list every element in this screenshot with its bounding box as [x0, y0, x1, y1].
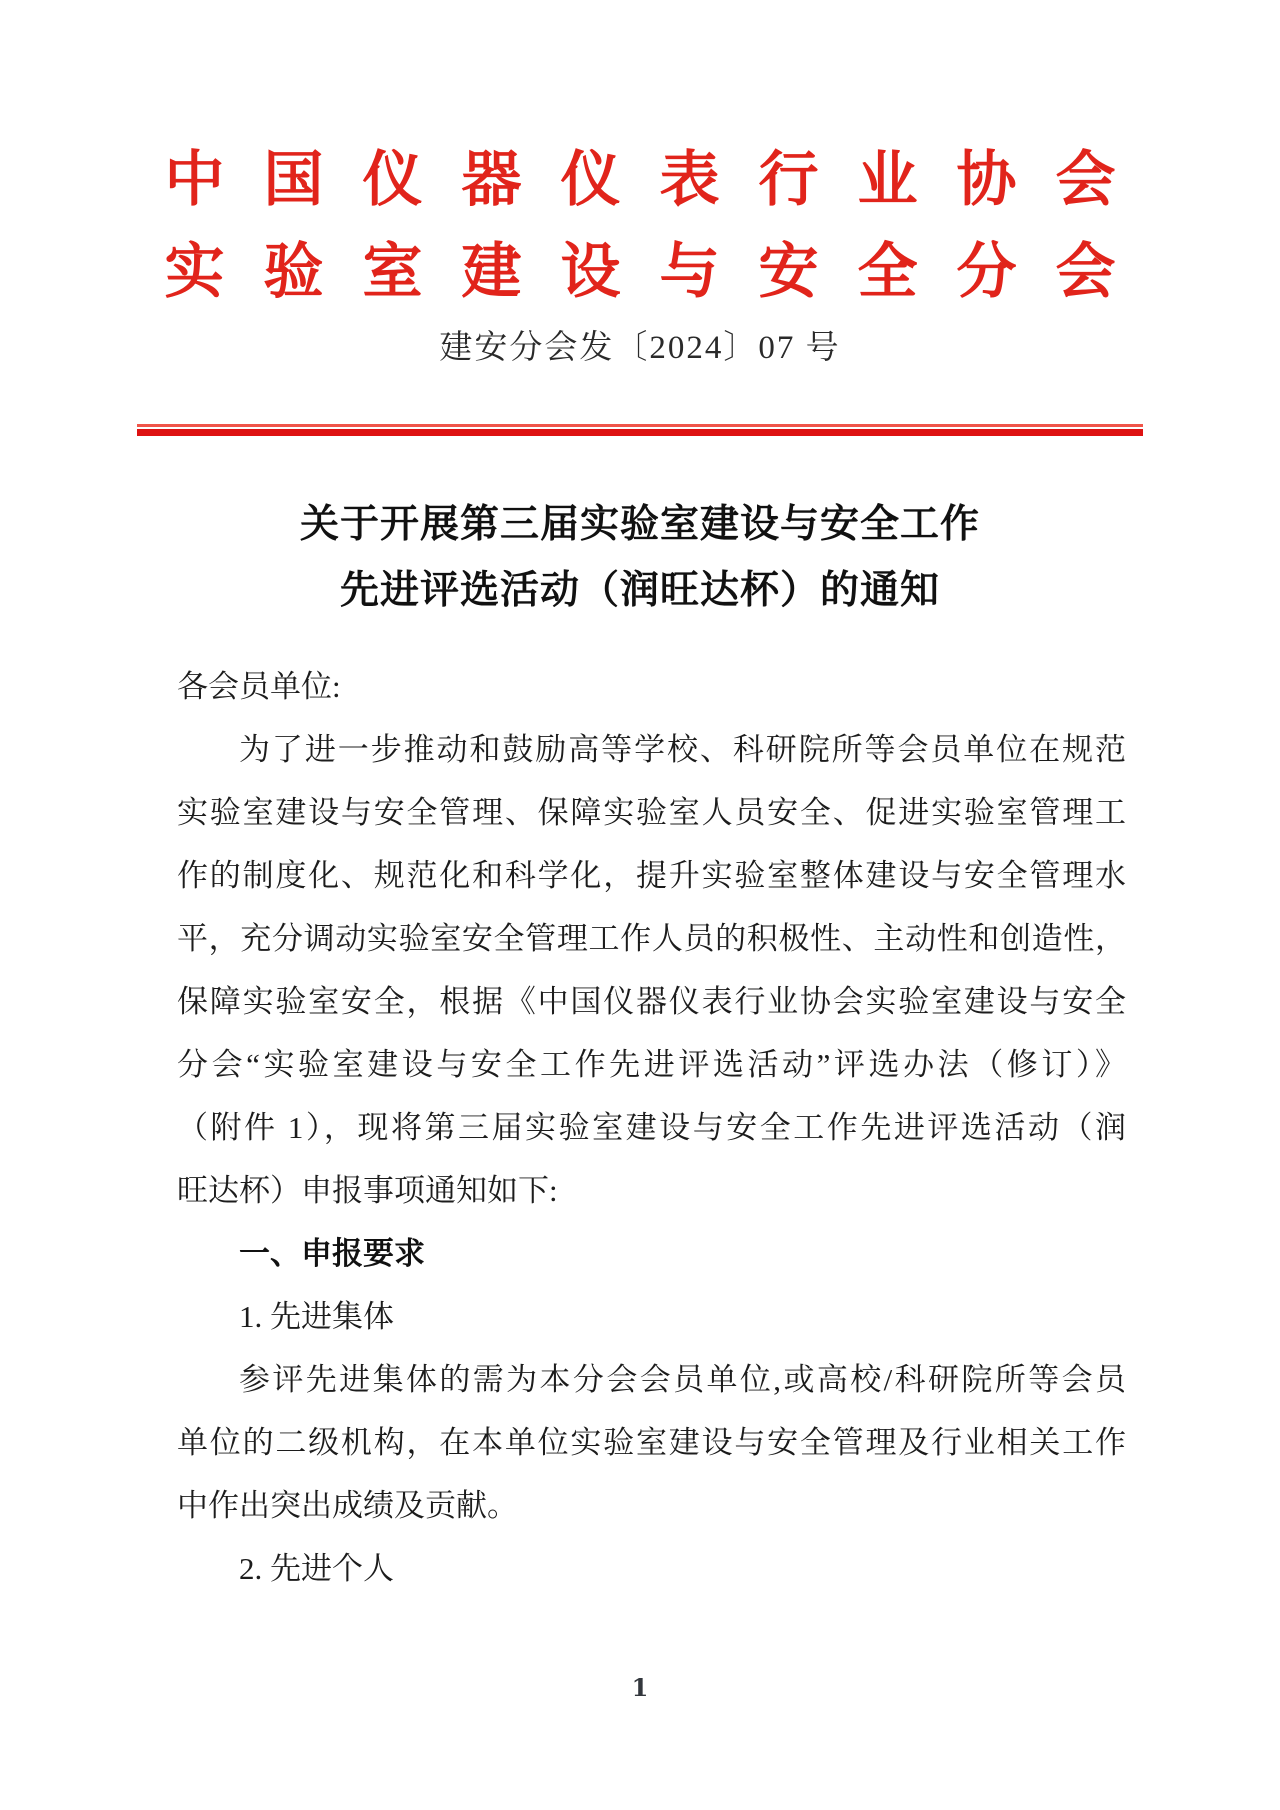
- body-line: 旺达杯）申报事项通知如下:: [177, 1173, 558, 1208]
- item-2-heading: 2. 先进个人: [239, 1551, 394, 1586]
- body-line: 平，充分调动实验室安全管理工作人员的积极性、主动性和创造性，: [177, 921, 1126, 956]
- notice-title-line-1: 关于开展第三届实验室建设与安全工作: [299, 503, 980, 546]
- document-number: 建安分会发〔2024〕07 号: [439, 330, 841, 366]
- page-number: 1: [631, 1673, 649, 1702]
- notice-title-line-2: 先进评选活动（润旺达杯）的通知: [339, 569, 940, 612]
- item-1-heading: 1. 先进集体: [239, 1299, 394, 1334]
- body-line: 中作出突出成绩及贡献。: [177, 1488, 518, 1523]
- notice-title: [0, 492, 1280, 624]
- body-line: 参评先进集体的需为本分会会员单位,或高校/科研院所等会员: [239, 1362, 1126, 1397]
- letterhead: [0, 0, 1280, 318]
- org-name-line-2: 实验室建设与安全分会: [164, 238, 1155, 305]
- body-line: 保障实验室安全，根据《中国仪器仪表行业协会实验室建设与安全: [177, 984, 1126, 1019]
- body-line: 单位的二级机构，在本单位实验室建设与安全管理及行业相关工作: [177, 1425, 1126, 1460]
- red-separator-rule: [137, 424, 1143, 436]
- notice-body: [177, 655, 1126, 1600]
- body-line: 实验室建设与安全管理、保障实验室人员安全、促进实验室管理工: [177, 795, 1126, 830]
- salutation: 各会员单位:: [177, 669, 341, 704]
- section-1-heading: 一、申报要求: [239, 1236, 425, 1271]
- body-line: 为了进一步推动和鼓励高等学校、科研院所等会员单位在规范: [239, 732, 1126, 767]
- body-line: 作的制度化、规范化和科学化，提升实验室整体建设与安全管理水: [177, 858, 1126, 893]
- body-line: （附件 1），现将第三届实验室建设与安全工作先进评选活动（润: [177, 1110, 1126, 1145]
- body-line: 分会“实验室建设与安全工作先进评选活动”评选办法（修订）》: [177, 1047, 1127, 1082]
- org-name-line-1: 中国仪器仪表行业协会: [164, 146, 1155, 213]
